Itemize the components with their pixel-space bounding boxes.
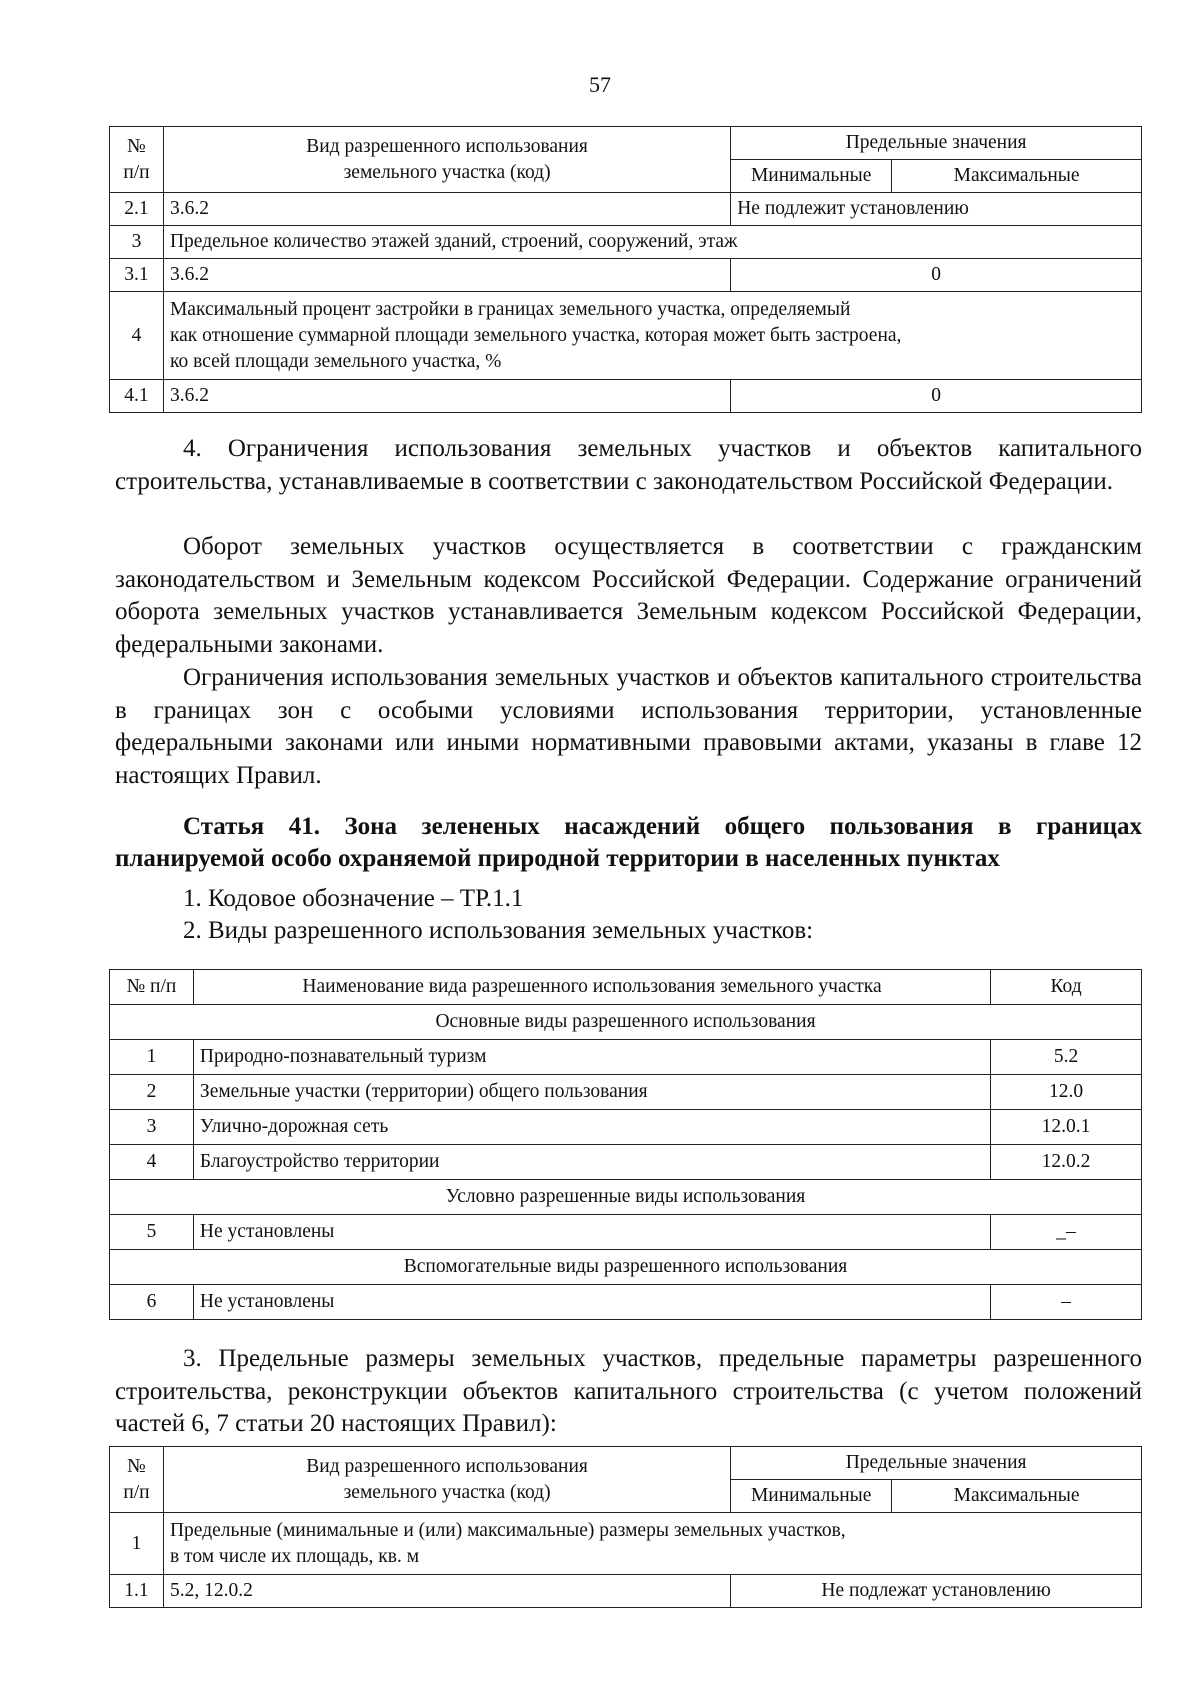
row-num: 3 (110, 226, 164, 259)
row-code: 5.2, 12.0.2 (163, 1575, 730, 1608)
paragraph-zone-restrictions: Ограничения использования земельных участков и объектов капитального строительства в границах зон с особыми условиями использования территории, установленные федеральными законами или иными нормативными правовыми актами, указаны в главе 12 настоящих Правил. (115, 664, 1142, 789)
header-limits: Предельные значения (731, 1447, 1142, 1480)
row-num: 4.1 (110, 380, 164, 413)
row-text: Предельное количество этажей зданий, строений, сооружений, этаж (163, 226, 1141, 259)
header-num: № п/п (110, 970, 194, 1005)
row-num: 3.1 (110, 259, 164, 292)
table-row-num: 6 (110, 1285, 194, 1320)
header-use-type: Вид разрешенного использования земельного участка (код) (163, 1447, 730, 1513)
table-row-code: 12.0 (991, 1075, 1142, 1110)
section-conditional-uses: Условно разрешенные виды использования (110, 1180, 1142, 1215)
header-max: Максимальные (892, 160, 1142, 193)
table-row-name: Не установлены (193, 1285, 990, 1320)
row-code: 3.6.2 (163, 380, 730, 413)
table-row-code: 12.0.1 (991, 1110, 1142, 1145)
row-code: 3.6.2 (163, 193, 730, 226)
row-value: 0 (731, 259, 1142, 292)
parameters-table (109, 1446, 1142, 1608)
table-row-num: 1 (110, 1040, 194, 1075)
row-text: Предельные (минимальные и (или) максимальные) размеры земельных участков, в том числе их площадь, кв. м (163, 1513, 1141, 1575)
row-num: 4 (110, 292, 164, 380)
list-item-code: 1. Кодовое обозначение – ТР.1.1 (183, 885, 524, 912)
table-row-code: 12.0.2 (991, 1145, 1142, 1180)
header-min: Минимальные (731, 160, 892, 193)
row-text: Максимальный процент застройки в границах земельного участка, определяемый как отношение суммарной площади земельного участка, которая может быть застроена, ко всей площади земельного участка, % (163, 292, 1141, 380)
header-num: № п/п (110, 1447, 164, 1513)
article-heading: Статья 41. Зона зелененых насаждений общего пользования в границах планируемой особо охраняемой природной территории в населенных пунктах (115, 813, 1142, 872)
row-value: 0 (731, 380, 1142, 413)
header-min: Минимальные (731, 1480, 892, 1513)
header-name: Наименование вида разрешенного использования земельного участка (193, 970, 990, 1005)
table-row-num: 5 (110, 1215, 194, 1250)
paragraph-limits: 3. Предельные размеры земельных участков, предельные параметры разрешенного строительства, реконструкции объектов капитального строительства (с учетом положений частей 6, 7 статьи 20 настоящих Правил): (115, 1345, 1142, 1437)
paragraph-land-turnover: Оборот земельных участков осуществляется в соответствии с гражданским законодательством и Земельным кодексом Российской Федерации. Содержание ограничений оборота земельных участков устанавливается Земельным кодексом Российской Федерации, федеральными законами. (115, 533, 1142, 658)
table-row-num: 3 (110, 1110, 194, 1145)
header-code: Код (991, 970, 1142, 1005)
paragraph-restrictions: 4. Ограничения использования земельных участков и объектов капитального строительства, устанавливаемые в соответствии с законодательством Российской Федерации. (115, 435, 1142, 495)
table-row-num: 4 (110, 1145, 194, 1180)
row-value: Не подлежат установлению (731, 1575, 1142, 1608)
table-row-name: Благоустройство территории (193, 1145, 990, 1180)
row-code: 3.6.2 (163, 259, 730, 292)
table-row-name: Земельные участки (территории) общего пользования (193, 1075, 990, 1110)
table-row-name: Не установлены (193, 1215, 990, 1250)
parameters-table-continued (109, 126, 1142, 413)
table-row-code: – (991, 1285, 1142, 1320)
section-auxiliary-uses: Вспомогательные виды разрешенного использования (110, 1250, 1142, 1285)
list-item-uses: 2. Виды разрешенного использования земельных участков: (183, 917, 814, 944)
header-use-type: Вид разрешенного использования земельного участка (код) (163, 127, 730, 193)
permitted-uses-table (109, 969, 1142, 1320)
page-number: 57 (589, 72, 611, 97)
row-num: 1.1 (110, 1575, 164, 1608)
section-main-uses: Основные виды разрешенного использования (110, 1005, 1142, 1040)
header-limits: Предельные значения (731, 127, 1142, 160)
table-row-name: Улично-дорожная сеть (193, 1110, 990, 1145)
header-max: Максимальные (892, 1480, 1142, 1513)
table-row-num: 2 (110, 1075, 194, 1110)
table-row-code: 5.2 (991, 1040, 1142, 1075)
row-num: 1 (110, 1513, 164, 1575)
table-row-name: Природно-познавательный туризм (193, 1040, 990, 1075)
row-value: Не подлежит установлению (731, 193, 1142, 226)
header-num: № п/п (110, 127, 164, 193)
table-row-code: _– (991, 1215, 1142, 1250)
row-num: 2.1 (110, 193, 164, 226)
